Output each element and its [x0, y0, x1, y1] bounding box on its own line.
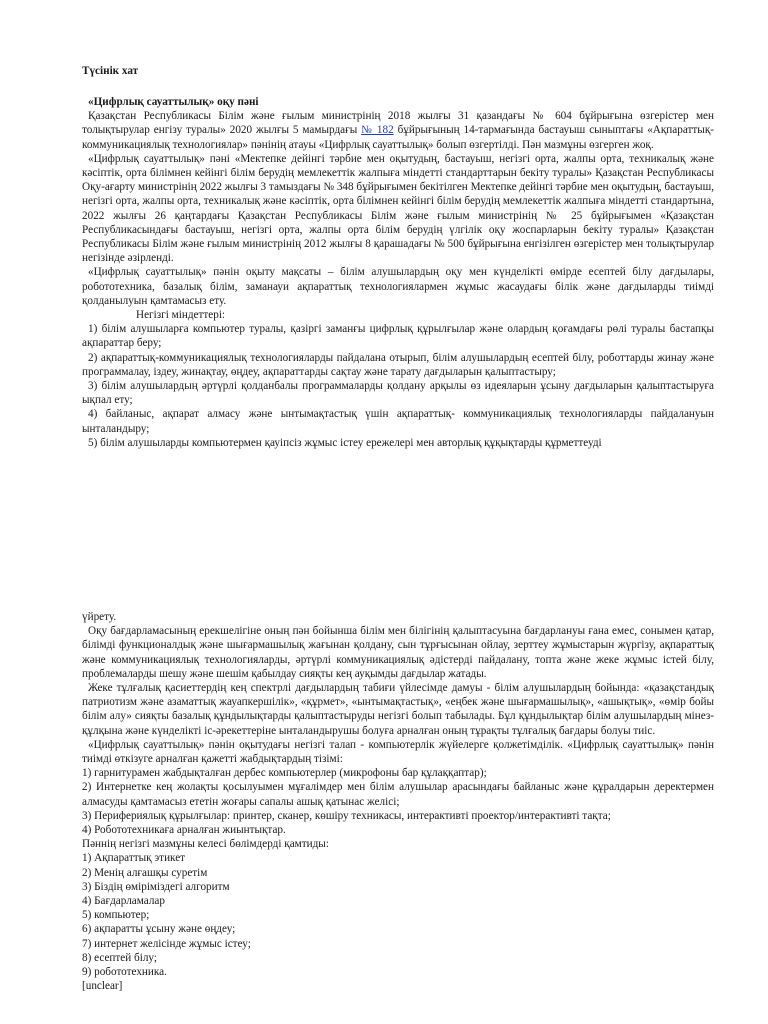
paragraph-1-text-a: Қазақстан Республикасы Білім және ғылым министрінің 2018 жылғы 31 қазандағы № 604 бұйрығына өзгерістер мен толықтырулар енгізу туралы» 2020 жылғы 5 мамырдағы	[82, 110, 714, 137]
list-item: 4) Бағдарламалар	[82, 895, 165, 908]
list-item: 1) Ақпараттық этикет	[82, 852, 186, 865]
task-item-continuation: үйрету.	[82, 611, 117, 623]
paragraph-5: Жеке тұлғалық қасиеттердің кең спектрлі дағдылардың табиғи үйлесімде дамуы - білім алушылардың бойында: «қазақстандық патриотизм және азаматтық жауапкершілік», «құрмет», «ынтымақтастық», «еңбек және шығармашылық», «ашықтық», «өмір бойы білім алу» сияқты базалық құндылықтарды қалыптастыруды негізгі болып табылады. Бұл құндылықтар білім алушылардың мінез-құлқына және күнделікті іс-әрекеттеріне ынталандырушы болуға арналған оның тұрақты тұлғалық бағдары болуы тиіс.	[82, 682, 714, 737]
equipment-item: 1) гарнитурамен жабдықталған дербес компьютерлер (микрофоны бар құлаққаптар);	[82, 767, 487, 780]
equipment-item: 4) Робототехникаға арналған жиынтықтар.	[82, 824, 286, 837]
paragraph-1-text-b: бұйрығының 14-тармағында бастауыш сыныптағы «Ақпараттық-коммуникациялық технологиялар» пәнінің атауы «Цифрлық сауаттылық» болып өзгертілді. Пән мазмұны өзгерген жоқ.	[82, 124, 714, 151]
task-item: 4) байланыс, ақпарат алмасу және ынтымақтастық үшін ақпараттық- коммуникациялық технологияларды пайдалануын ынталандыру;	[82, 408, 714, 435]
task-item: 2) ақпараттық-коммуникациялық технологияларды пайдалана отырып, білім алушылардың есептей білу, роботтарды жинау және программалау, іздеу, жинақтау, өңдеу, ақпараттарды сақтау және тарату дағдыларын қалыптастыру;	[82, 351, 714, 378]
tasks-heading: Негізгі міндеттері:	[136, 309, 226, 322]
list-item: 5) компьютер;	[82, 909, 150, 922]
sections-list	[82, 851, 714, 993]
paragraph-2: «Цифрлық сауаттылық» пәні «Мектепке дейінгі тәрбие мен оқытудың, бастауыш, негізгі орта, жалпы орта, техникалық және кәсіптік, орта білімнен кейінгі білім берудің мемлекеттік жалпыға міндетті стандарттарын бекіту туралы» Қазақстан Республикасы Оқу-ағарту министрінің 2022 жылғы 3 тамыздағы № 348 бұйрығымен бекітілген Мектепке дейінгі тәрбие мен оқытудың, бастауыш, негізгі орта, жалпы орта, техникалық және кәсіптік, орта білімнен кейінгі білім берудің мемлекеттік жалпыға міндетті стандартына, 2022 жылғы 26 қаңтардағы Қазақстан Республикасы Білім және ғылым министрінің № 25 бұйрығымен «Қазақстан Республикасындағы бастауыш, негізгі орта, жалпы орта білім берудің үлгілік оқу жоспарларын бекіту туралы» Қазақстан Республикасы Білім және ғылым министрінің 2012 жылғы 8 қарашадағы № 500 бұйрығына енгізілген өзгерістер мен толықтырулар негізінде әзірленді.	[82, 152, 714, 265]
document-body-bottom	[82, 610, 714, 993]
list-item: 6) ақпаратты ұсыну және өңдеу;	[82, 923, 236, 936]
task-item: 3) білім алушылардың әртүрлі қолданбалы программаларды қолдану арқылы өз идеяларын ұсыну дағдыларын қалыптастыруға ықпал ету;	[82, 380, 714, 407]
document-title: Түсінік хат	[82, 65, 139, 77]
paragraph-3: «Цифрлық сауаттылық» пәнін оқыту мақсаты – білім алушылардың оқу мен күнделікті өмірде есептей білу дағдылары, робототехника, базалық білім, заманауи ақпараттық технологиялармен жұмыс жасаудағы білік және дағдыларды тиімді қолданылуын қамтамасыз ету.	[82, 266, 714, 307]
document-header	[82, 64, 714, 78]
list-item: 8) есептей білу;	[82, 951, 157, 964]
list-item: 9) робототехника.	[82, 966, 167, 979]
task-item: 1) білім алушыларға компьютер туралы, қазіргі заманғы цифрлық құрылғылар және олардың қоғамдағы рөлі туралы бастапқы ақпараттар беру;	[82, 323, 714, 350]
list-item: 2) Менің алғашқы суретім	[82, 866, 208, 879]
order-182-link[interactable]: № 182	[361, 124, 394, 137]
equipment-item: 3) Перифериялық құрылғылар: принтер, сканер, көшіру техникасы, интерактивті проектор/интерактивті тақта;	[82, 809, 611, 822]
list-item: 3) Біздің өміріміздегі алгоритм	[82, 880, 230, 893]
sections-heading: Пәннің негізгі мазмұны келесі бөлімдерді қамтиды:	[82, 838, 329, 851]
list-item: [unclear]	[82, 980, 123, 993]
list-item: 7) интернет желісінде жұмыс істеу;	[82, 937, 251, 950]
paragraph-1	[82, 109, 714, 152]
document-body-top	[82, 95, 714, 450]
paragraph-6: «Цифрлық сауаттылық» пәнін оқытудағы негізгі талап - компьютерлік жүйелерге қолжетімділік. «Цифрлық сауаттылық» пәнін тиімді өткізуге арналған қажетті жабдықтардың тізімі:	[82, 738, 714, 766]
task-item: 5) білім алушыларды компьютермен қауіпсіз жұмыс істеу ережелері мен авторлық құқықтарды құрметтеуді	[88, 436, 602, 449]
equipment-item: 2) Интернетке кең жолақты қосылуымен мұғалімдер мен білім алушылар арасындағы байланыс және құралдарын деректермен алмасуды қамтамасыз ететін жоғары сапалы ашық қатынас желісі;	[82, 781, 714, 808]
paragraph-4: Оқу бағдарламасының ерекшелігіне оның пән бойынша білім мен білігінің қалыптасуына бағдарлануы ғана емес, сонымен қатар, білімді функционалдық және шығармашылық жағынан қолдану, сын тұрғысынан ойлау, зерттеу жұмыстарын жүргізу, ақпараттық және коммуникациялық технологияларды, әртүрлі коммуникациялық әдістерді пайдалану, топта және жеке жұмыс істей білу, проблемаларды шешу және шешім қабылдау сияқты кең ауқымды дағдылар жатады.	[82, 625, 714, 680]
subject-title: «Цифрлық сауаттылық» оқу пәні	[88, 96, 259, 108]
